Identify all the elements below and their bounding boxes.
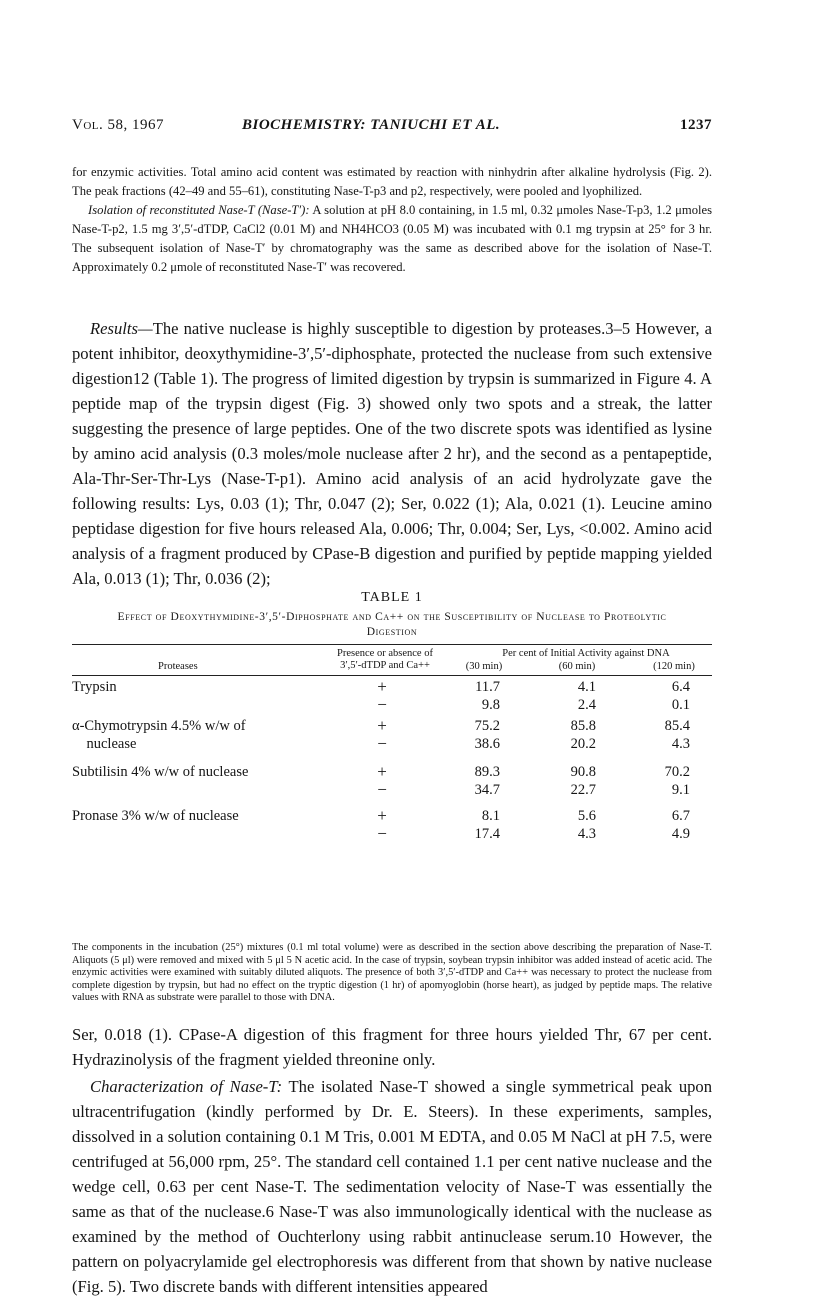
table-header-rule [72,675,712,676]
protease-cell: nuclease [72,736,137,752]
table-title: TABLE 1 [361,590,423,605]
activity-30-cell: 9.8 [481,697,500,713]
results-paragraph [72,316,712,591]
activity-60-cell: 90.8 [570,764,596,780]
presence-cell: − [377,695,387,714]
activity-30-cell: 8.1 [481,808,500,824]
activity-60-cell: 22.7 [570,782,596,798]
col-header-30min: (30 min) [465,661,503,672]
col-header-presence [330,648,440,672]
results-section [72,316,712,591]
activity-30-cell: 11.7 [475,679,500,695]
activity-30-cell: 17.4 [474,826,500,842]
col-header-presence-line1: Presence or absence of [337,648,433,659]
table-caption: Effect of Deoxythymidine-3′,5′-Diphosphate and Ca++ on the Susceptibility of Nuclease to Proteolytic Digestion [117,611,667,638]
table-row [72,736,712,754]
continued-paragraph: Ser, 0.018 (1). CPase-A digestion of this fragment for three hours yielded Thr, 67 per cent. Hydrazinolysis of the fragment yielded threonine only. [72,1025,712,1069]
protease-cell: Subtilisin 4% w/w of nuclease [72,764,249,780]
activity-60-cell: 4.3 [577,826,596,842]
activity-120-cell: 4.9 [671,826,690,842]
methods-paragraph: for enzymic activities. Total amino acid content was estimated by reaction with ninhydrin after alkaline hydrolysis (Fig. 2). The peak fractions (42–49 and 55–61), constituting Nase-T-p3 and p2, respectively, were pooled and lyophilized. [72,165,712,198]
activity-120-cell: 9.1 [671,782,690,798]
activity-30-cell: 34.7 [474,782,500,798]
activity-60-cell: 4.1 [577,679,596,695]
presence-cell: − [377,734,387,753]
table-row [72,679,712,697]
activity-120-cell: 6.7 [671,808,690,824]
presence-cell: − [377,824,387,843]
reconstitution-body: A solution at pH 8.0 containing, in 1.5 ml, 0.32 μmoles Nase-T-p3, 1.2 μmoles Nase-T-p2, 1.5 mg 3′,5′-dTDP, CaCl2 (0.01 M) and NH4HCO3 (0.05 M) was incubated with 0.1 mg trypsin at 25° for 3 hr. The subsequent isolation of Nase-T′ by chromatography was the same as described above for the isolation of Nase-T. Approximately 0.2 μmole of reconstituted Nase-T′ was recovered. [72,203,712,274]
activity-120-cell: 0.1 [671,697,690,713]
protease-cell: Pronase 3% w/w of nuclease [72,808,239,824]
results-heading: Results— [90,319,153,338]
col-header-activity: Per cent of Initial Activity against DNA [502,648,670,659]
activity-60-cell: 85.8 [570,718,596,734]
protease-cell: α-Chymotrypsin 4.5% w/w of [72,718,246,734]
running-header [72,117,712,137]
col-header-120min: (120 min) [653,661,695,672]
presence-cell: + [377,677,387,696]
activity-60-cell: 5.6 [577,808,596,824]
activity-60-cell: 20.2 [570,736,596,752]
activity-30-cell: 38.6 [474,736,500,752]
activity-60-cell: 2.4 [577,697,596,713]
presence-cell: − [377,780,387,799]
col-header-60min: (60 min) [558,661,596,672]
protease-cell: Trypsin [72,679,117,695]
volume-label: Vol. 58, 1967 [72,117,164,133]
results-body: The native nuclease is highly susceptible to digestion by proteases.3–5 However, a potent inhibitor, deoxythymidine-3′,5′-diphosphate, protected the nuclease from such extensive digestion12 (Table 1). The progress of limited digestion by trypsin is summarized in Figure 4. A peptide map of the trypsin digest (Fig. 3) showed only two spots and a streak, the latter suggesting the presence of large peptides. One of the two discrete spots was identified as lysine by amino acid analysis (0.3 moles/mole nuclease after 2 hr), and the second as a pentapeptide, Ala-Thr-Ser-Thr-Lys (Nase-T-p1). Amino acid analysis of an acid hydrolyzate gave the following results: Lys, 0.03 (1); Thr, 0.047 (2); Ser, 0.022 (1); Ala, 0.021 (1). Leucine amino peptidase digestion for five hours released Ala, 0.006; Thr, 0.004; Ser, Lys, <0.002. Amino acid analysis of a fragment produced by CPase-B digestion and purified by peptide mapping yielded Ala, 0.013 (1); Thr, 0.036 (2); [72,319,712,588]
table-row [72,826,712,844]
table-row [72,697,712,715]
journal-title: BIOCHEMISTRY: TANIUCHI ET AL. [242,117,501,133]
table-row [72,782,712,800]
reconstitution-heading: Isolation of reconstituted Nase-T (Nase-T′): [88,203,310,217]
col-header-proteases: Proteases [158,661,198,672]
table-row [72,808,712,826]
activity-120-cell: 70.2 [664,764,690,780]
activity-30-cell: 89.3 [474,764,500,780]
page-number: 1237 [680,117,712,133]
continued-section [72,1022,712,1072]
col-header-presence-line2: 3′,5′-dTDP and Ca++ [340,660,430,671]
table-row [72,764,712,782]
reconstitution-paragraph [72,201,712,277]
table-row [72,718,712,736]
methods-section [72,163,712,277]
activity-120-cell: 6.4 [671,679,690,695]
characterization-paragraph [72,1074,712,1299]
table-top-rule [72,644,712,645]
activity-120-cell: 4.3 [671,736,690,752]
presence-cell: + [377,716,387,735]
presence-cell: + [377,762,387,781]
characterization-body: The isolated Nase-T showed a single symmetrical peak upon ultracentrifugation (kindly performed by Dr. E. Steers). In these experiments, samples, dissolved in a solution containing 0.1 M Tris, 0.001 M EDTA, and 0.05 M NaCl at pH 7.5, were centrifuged at 56,000 rpm, 25°. The standard cell contained 1.1 per cent native nuclease and the wedge cell, 0.63 per cent Nase-T. The sedimentation velocity of Nase-T was essentially the same as that of the nuclease.6 Nase-T was also immunologically identical with the nuclease as examined by the method of Ouchterlony using rabbit antinuclease serum.10 However, the pattern on polyacrylamide gel electrophoresis was different from that shown by native nuclease (Fig. 5). Two discrete bands with different intensities appeared [72,1077,713,1296]
table-footnote: The components in the incubation (25°) mixtures (0.1 ml total volume) were as described in the section above describing the preparation of Nase-T. Aliquots (5 μl) were removed and mixed with 5 μl 5 N acetic acid. In the case of trypsin, soybean trypsin inhibitor was added instead of acetic acid. The enzymic activities were examined with suitably diluted aliquots. The presence of both 3′,5′-dTDP and Ca++ was necessary to protect the nuclease from complete digestion by trypsin, but had no effect on the tryptic digestion (1 hr) of apomyoglobin (horse heart), as judged by peptide maps. The relative values with RNA as substrate were parallel to those with DNA. [72,942,712,1003]
characterization-section [72,1074,712,1299]
characterization-heading: Characterization of Nase-T: [90,1077,283,1096]
activity-30-cell: 75.2 [474,718,500,734]
presence-cell: + [377,806,387,825]
activity-120-cell: 85.4 [664,718,690,734]
